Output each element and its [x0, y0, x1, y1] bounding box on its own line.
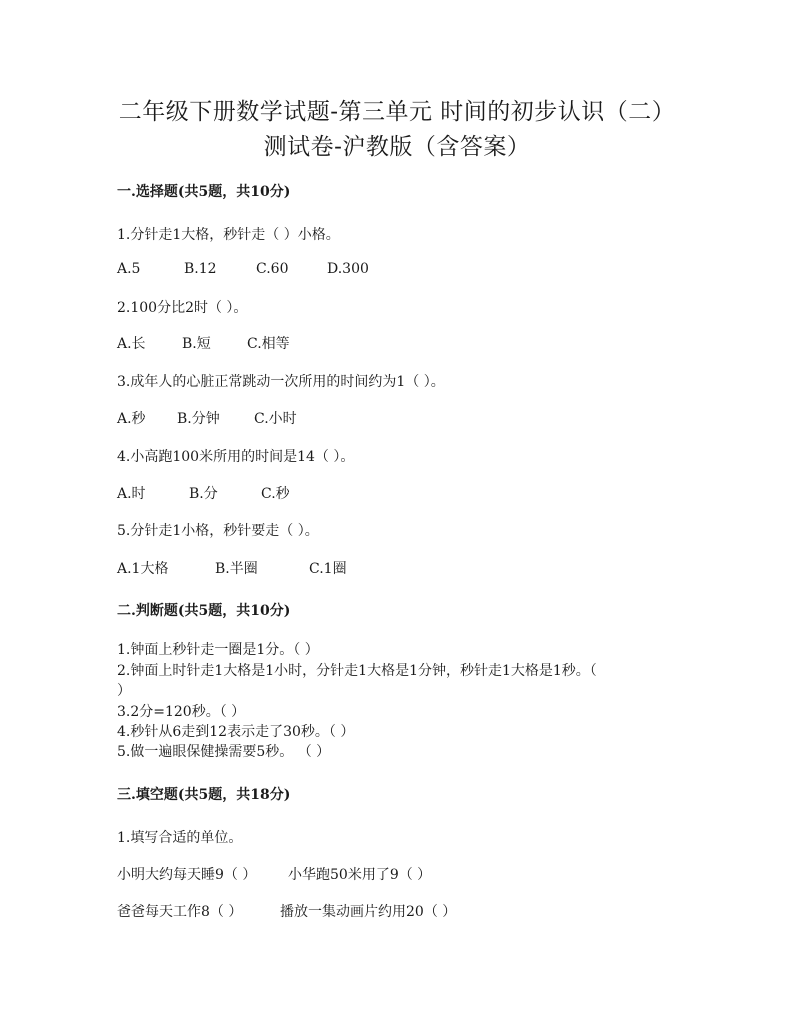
question-5: 5.分针走1小格，秒针要走（ ）。 [117, 523, 319, 539]
option-a[interactable]: A.5 [117, 261, 141, 277]
options-2 [117, 333, 290, 353]
question-1: 1.分针走1大格，秒针走（ ）小格。 [117, 227, 340, 243]
options-4 [117, 483, 290, 503]
option-a[interactable]: A.长 [117, 336, 146, 352]
fill-line-2b: 播放一集动画片约用20（ ） [280, 904, 457, 920]
option-a[interactable]: A.1大格 [117, 561, 169, 577]
judgment-item-1: 1.钟面上秒针走一圈是1分。（ ） [117, 642, 319, 658]
section-heading-judgment: 二.判断题(共5题，共10分) [117, 603, 291, 619]
fill-line-1a: 小明大约每天睡9（ ） [117, 867, 257, 883]
title-line-1: 二年级下册数学试题-第三单元 时间的初步认识（二） [118, 99, 676, 125]
options-3 [117, 408, 297, 428]
fill-line-2a: 爸爸每天工作8（ ） [117, 904, 243, 920]
title-line-2: 测试卷-沪教版（含答案） [263, 134, 531, 160]
option-a[interactable]: A.秒 [117, 411, 146, 427]
judgment-item-3: 3.2分=120秒。（ ） [117, 704, 246, 720]
fill-line-1b: 小华跑50米用了9（ ） [288, 867, 432, 883]
options-5 [117, 558, 347, 578]
option-c[interactable]: C.60 [256, 261, 289, 277]
question-4: 4.小高跑100米所用的时间是14（ ）。 [117, 449, 355, 465]
judgment-item-2-cont: ） [117, 683, 131, 699]
option-b[interactable]: B.分钟 [177, 411, 220, 427]
judgment-item-5: 5.做一遍眼保健操需要5秒。 （ ） [117, 744, 331, 760]
question-2: 2.100分比2时（ ）。 [117, 300, 248, 316]
judgment-item-4: 4.秒针从6走到12表示走了30秒。（ ） [117, 724, 355, 740]
option-c[interactable]: C.小时 [254, 411, 297, 427]
option-b[interactable]: B.12 [184, 261, 217, 277]
options-1 [117, 261, 369, 277]
option-c[interactable]: C.1圈 [309, 561, 347, 577]
fill-question-1: 1.填写合适的单位。 [117, 830, 243, 846]
option-a[interactable]: A.时 [117, 486, 146, 502]
option-c[interactable]: C.秒 [261, 486, 290, 502]
section-heading-choice: 一.选择题(共5题，共10分) [117, 184, 291, 200]
judgment-item-2: 2.钟面上时针走1大格是1小时，分针走1大格是1分钟，秒针走1大格是1秒。（ [117, 663, 597, 679]
section-heading-fill: 三.填空题(共5题，共18分) [117, 787, 291, 803]
option-b[interactable]: B.分 [189, 486, 218, 502]
option-c[interactable]: C.相等 [247, 336, 290, 352]
option-b[interactable]: B.短 [182, 336, 211, 352]
option-d[interactable]: D.300 [327, 261, 369, 277]
question-3: 3.成年人的心脏正常跳动一次所用的时间约为1（ ）。 [117, 374, 445, 390]
option-b[interactable]: B.半圈 [215, 561, 258, 577]
